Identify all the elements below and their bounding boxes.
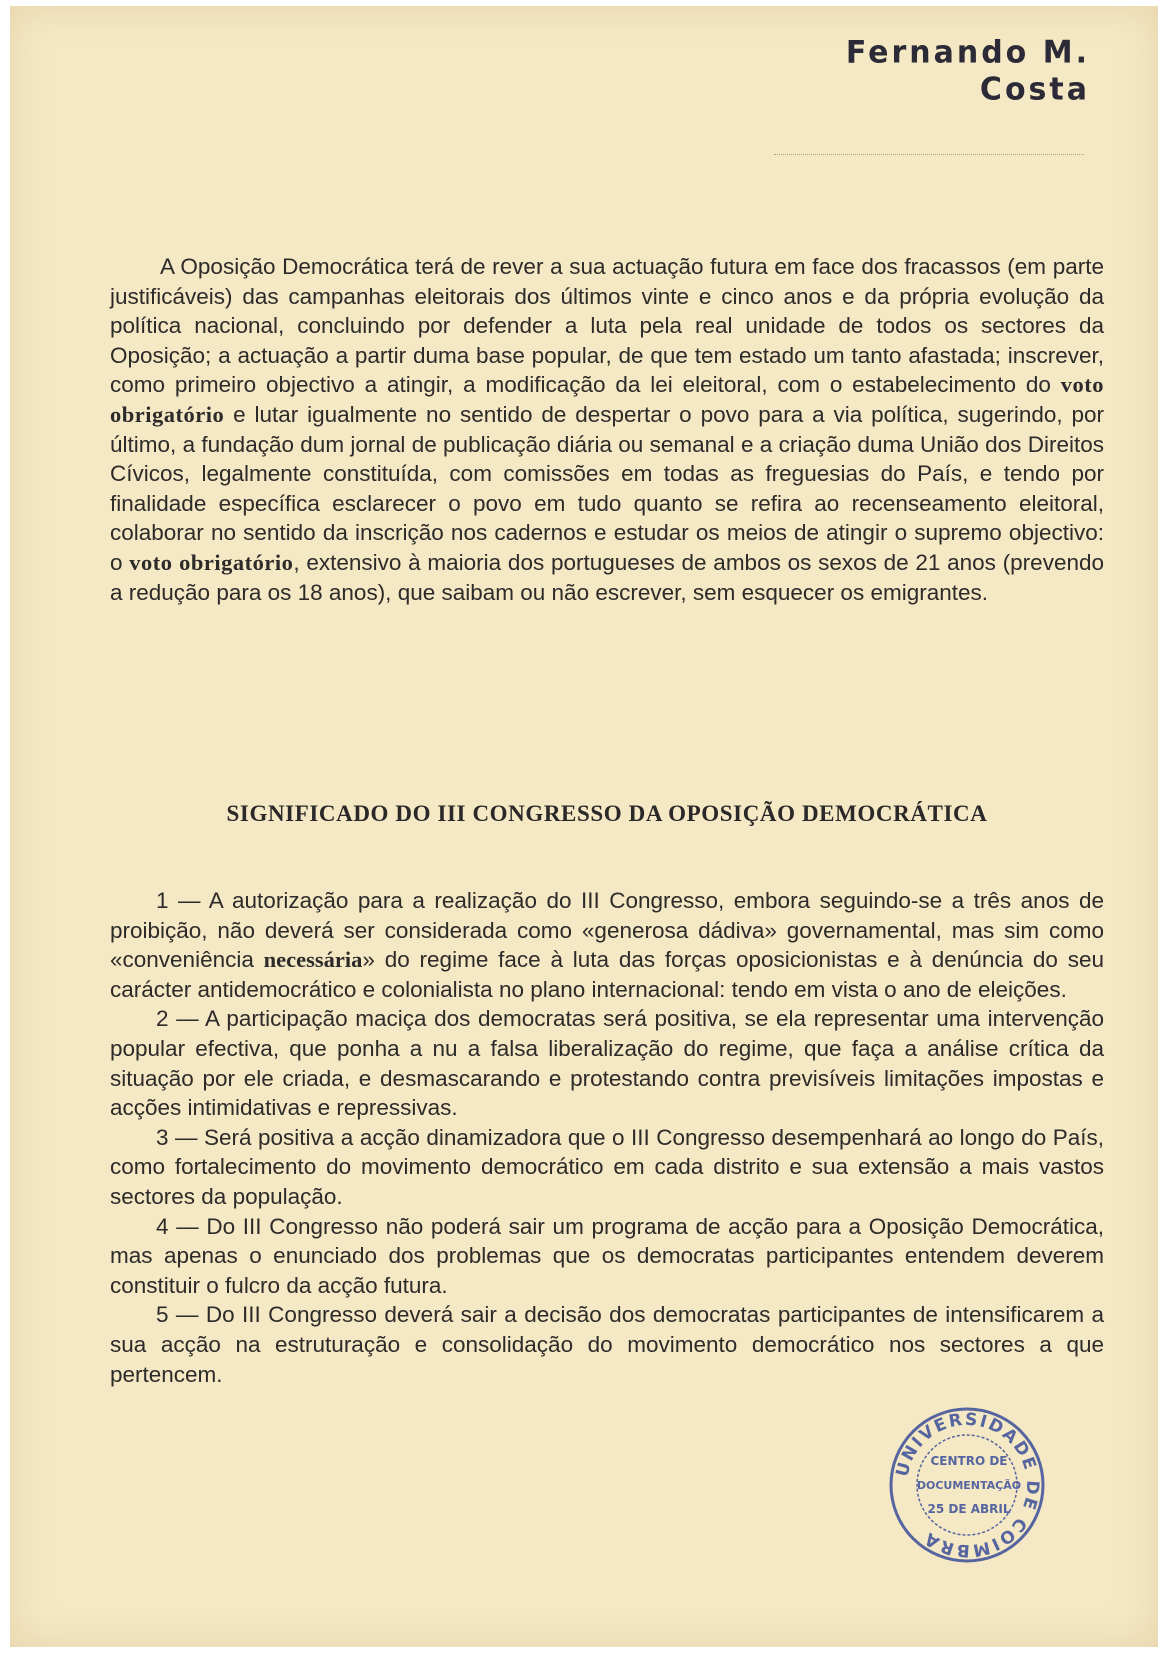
handwritten-scribble <box>774 144 1084 155</box>
stamp-seal-icon <box>887 1405 1047 1565</box>
stamp-ring-text: UNIVERSIDADE DE COIMBRA <box>892 1409 1043 1561</box>
intro-bold-1: voto obrigatório <box>110 372 1104 427</box>
item1-text-b: » do regime face à luta das forças oposicionistas e à denúncia do seu carácter antidemocrático e colonialista no plano internacional: tendo em vista o ano de eleições. <box>110 947 1105 1002</box>
list-item-3: 3 — Será positiva a acção dinamizadora que o III Congresso desempenhará ao longo do País, como fortalecimento do movimento democrático em cada distrito e sua extensão a mais vastos sectores da população. <box>110 1124 1104 1209</box>
intro-text-3: , extensivo à maioria dos portugueses de ambos os sexos de 21 anos (prevendo a redução para os 18 anos), que saibam ou não escrever, sem esquecer os emigrantes. <box>110 549 1104 605</box>
item1-text-a: 1 — A autorização para a realização do III Congresso, embora seguindo-se a três anos de proibição, não deverá ser considerada como «generosa dádiva» governamental, mas sim como «conveniência <box>110 888 1104 973</box>
document-page <box>10 6 1158 1647</box>
list-item-2: 2 — A participação maciça dos democratas será positiva, se ela representar uma intervenção popular efectiva, que ponha a nu a falsa liberalização do regime, que faça a análise crítica da situação por ele criada, e desmascarando e protestando contra previsíveis limitações impostas e acções intimidativas e repressivas. <box>110 1006 1104 1121</box>
list-item-1 <box>110 886 1104 1004</box>
intro-paragraph <box>110 252 1104 607</box>
list-item-4: 4 — Do III Congresso não poderá sair um programa de acção para a Oposição Democrática, mas apenas o enunciado dos problemas que os democratas participantes entendem deverem constituir o fulcro da acção futura. <box>110 1213 1104 1298</box>
intro-text-1: A Oposição Democrática terá de rever a sua actuação futura em face dos fracassos (em parte justificáveis) das campanhas eleitorais dos últimos vinte e cinco anos e da própria evolução da política nacional, concluindo por defender a luta pela real unidade de todos os sectores da Oposição; a actuação a partir duma base popular, de que tem estado um tanto afastada; inscrever, como primeiro objectivo a atingir, a modificação da lei eleitoral, com o estabelecimento do <box>110 254 1104 398</box>
list-item-5: 5 — Do III Congresso deverá sair a decisão dos democratas participantes de intensificarem a sua acção na estruturação e consolidação do movimento democrático nos sectores a que pertencem. <box>110 1302 1104 1387</box>
stamp-line-2: DOCUMENTAÇÃO <box>916 1479 1022 1492</box>
author-name <box>770 34 1090 108</box>
section-heading: SIGNIFICADO DO III CONGRESSO DA OPOSIÇÃO DEMOCRÁTICA <box>226 801 988 826</box>
numbered-list <box>110 886 1104 1389</box>
intro-text-2: e lutar igualmente no sentido de despertar o povo para a via política, sugerindo, por último, a fundação dum jornal de publicação diária ou semanal e a criação duma União dos Direitos Cívicos, legalmente constituída, com comissões em todas as freguesias do País, e tendo por finalidade específica esclarecer o povo em tudo quanto se refira ao recenseamento eleitoral, colaborar no sentido da inscrição nos cadernos e estudar os meios de atingir o supremo objectivo: o <box>110 401 1104 575</box>
stamp-line-1: CENTRO DE <box>930 1454 1008 1468</box>
stamp-line-3: 25 DE ABRIL <box>927 1502 1011 1516</box>
archive-stamp <box>887 1405 1047 1565</box>
item1-bold: necessária <box>263 947 363 973</box>
author-text: Fernando M. Costa <box>845 34 1090 108</box>
intro-bold-2: voto obrigatório <box>129 549 294 575</box>
